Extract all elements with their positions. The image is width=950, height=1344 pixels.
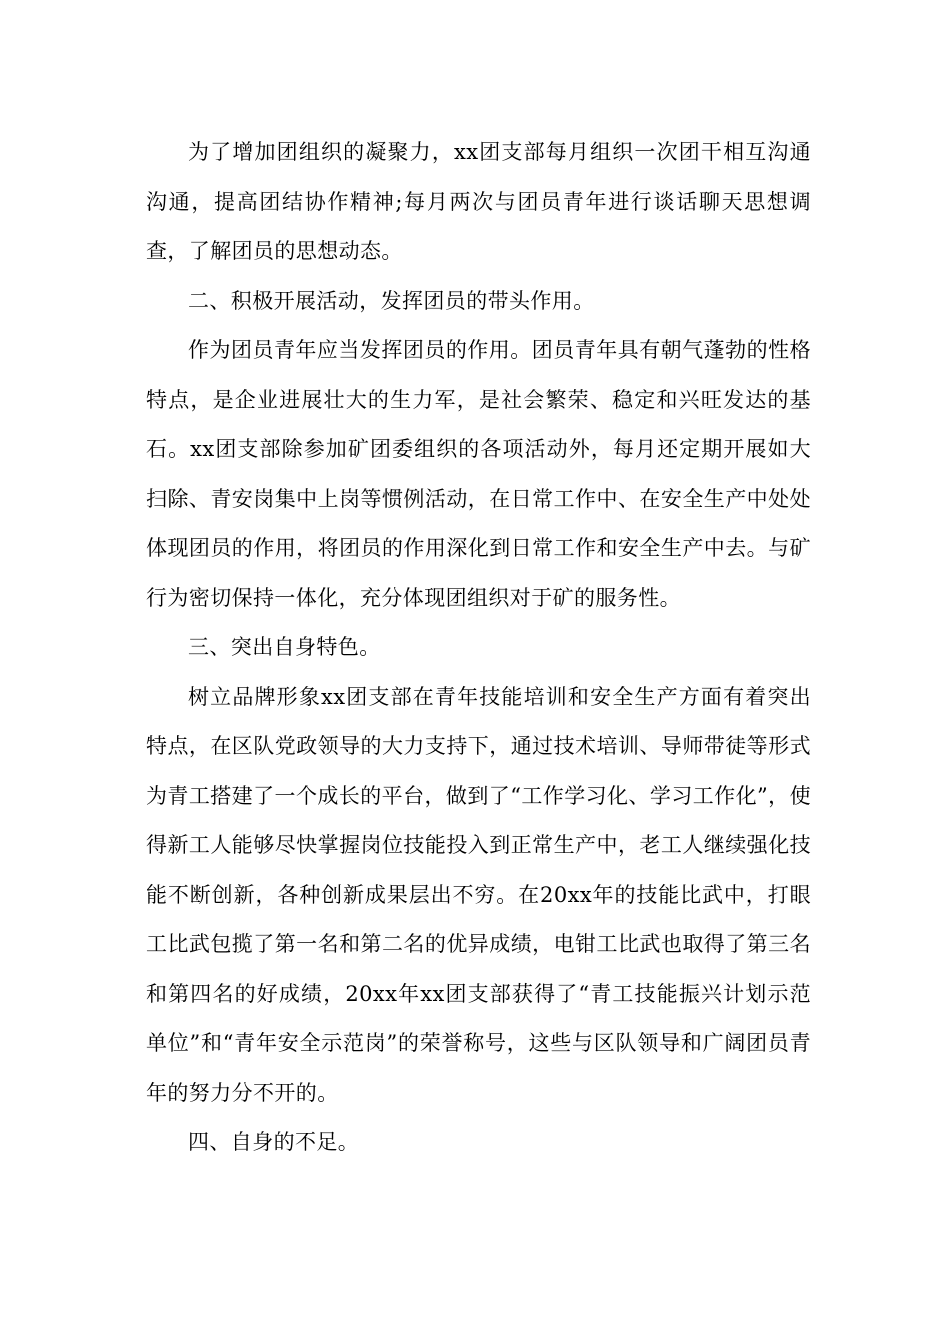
heading-section-four: 四、自身的不足。	[188, 1130, 360, 1154]
paragraph-brand-image: 树立品牌形象xx团支部在青年技能培训和安全生产方面有着突出特点，在区队党政领导的大力支持下，通过技术培训、导师带徒等形式为青工搭建了一个成长的平台，做到了“工作学习化、学习工作化”，使得新工人能够尽快掌握岗位技能投入到正常生产中，老工人继续强化技能不断创新，各种创新成果层出不穷。在20xx年的技能比武中，打眼工比武包揽了第一名和第二名的优异成绩，电钳工比武也取得了第三名和第四名的好成绩，20xx年xx团支部获得了“青工技能振兴计划示范单位”和“青年安全示范岗”的荣誉称号，这些与区队领导和广阔团员青年的努力分不开的。	[146, 684, 811, 1105]
paragraph-cohesion: 为了增加团组织的凝聚力，xx团支部每月组织一次团干相互沟通沟通，提高团结协作精神;每月两次与团员青年进行谈话聊天思想调查，了解团员的思想动态。	[146, 140, 811, 263]
heading-section-three: 三、突出自身特色。	[188, 635, 381, 659]
document-body	[146, 128, 811, 1168]
heading-section-two: 二、积极开展活动，发挥团员的带头作用。	[188, 288, 595, 313]
paragraph-activities: 作为团员青年应当发挥团员的作用。团员青年具有朝气蓬勃的性格特点，是企业进展壮大的生力军，是社会繁荣、稳定和兴旺发达的基石。xx团支部除参加矿团委组织的各项活动外，每月还定期开展如大扫除、青安岗集中上岗等惯例活动，在日常工作中、在安全生产中处处体现团员的作用，将团员的作用深化到日常工作和安全生产中去。与矿行为密切保持一体化，充分体现团组织对于矿的服务性。	[146, 338, 811, 610]
